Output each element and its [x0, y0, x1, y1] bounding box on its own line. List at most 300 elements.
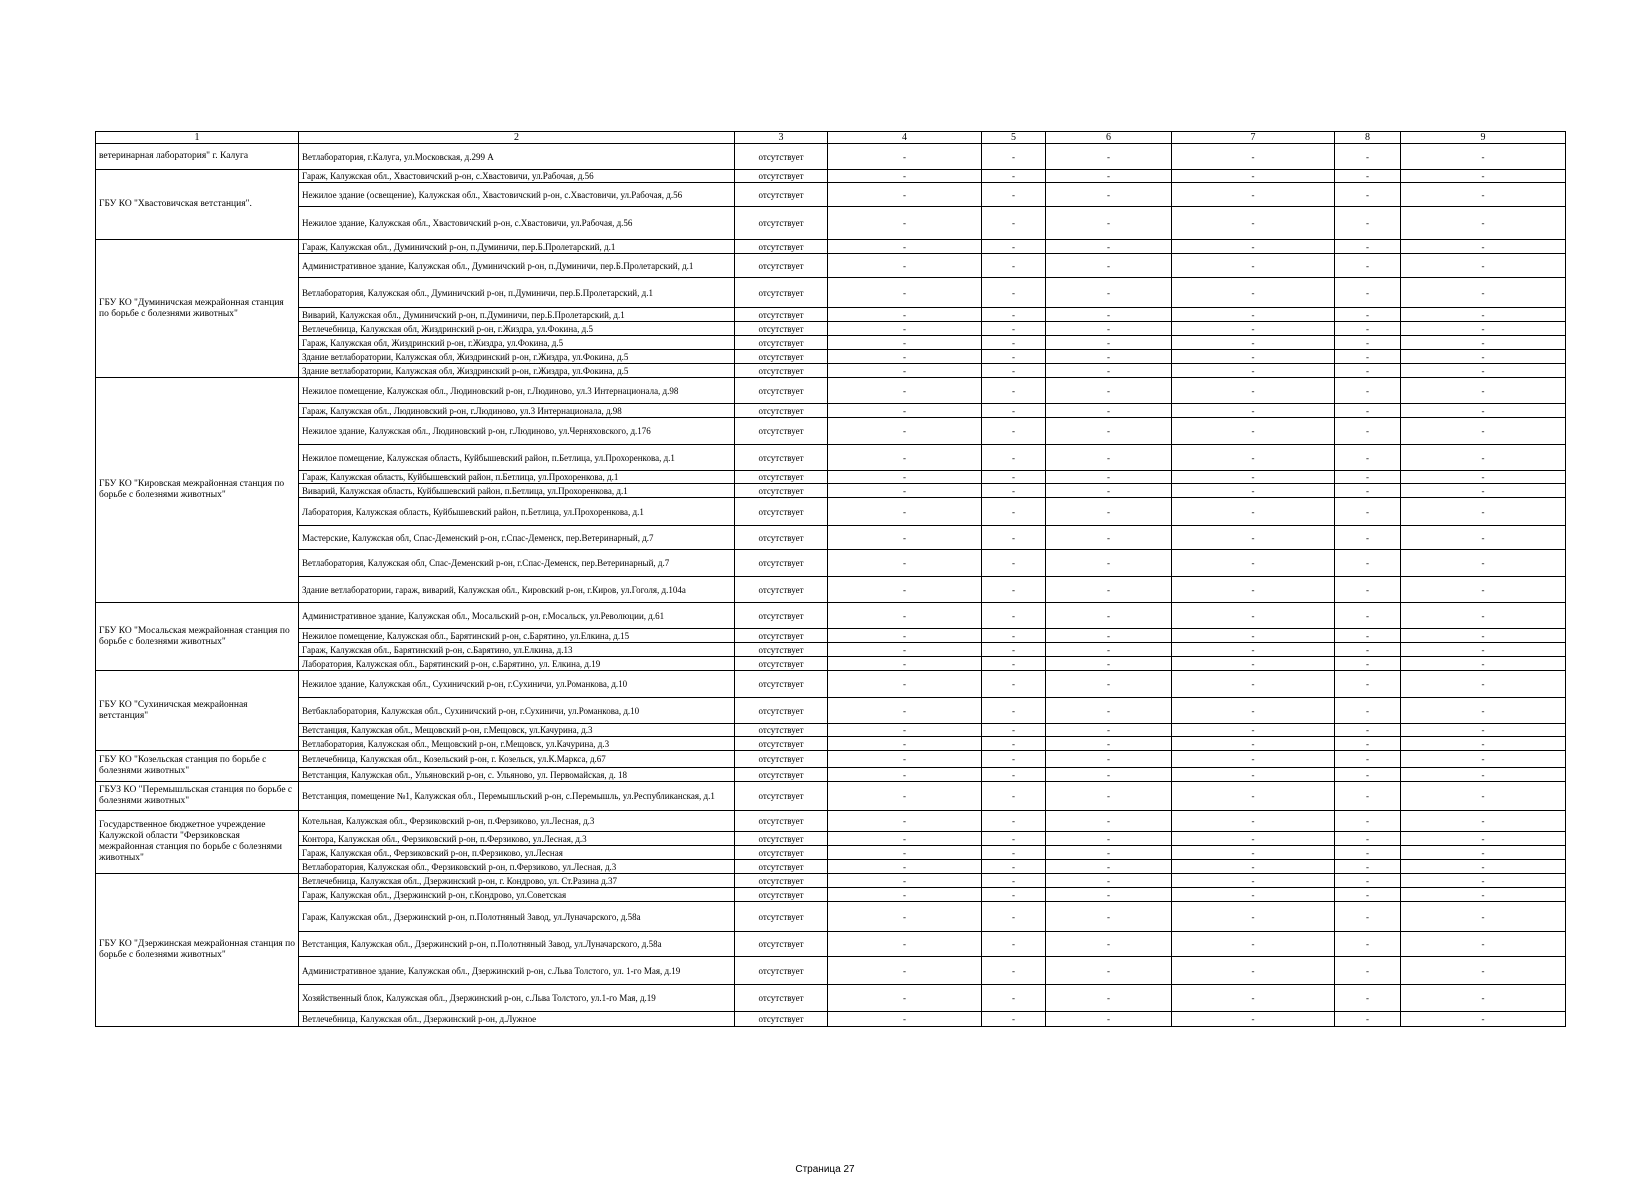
dash-cell: - [1335, 308, 1401, 322]
dash-cell: - [1046, 603, 1172, 629]
status-cell: отсутствует [735, 526, 828, 550]
object-cell: Котельная, Калужская обл., Ферзиковский р-он, п.Ферзиково, ул.Лесная, д.3 [299, 811, 735, 832]
organization-cell: ГБУ КО "Дзержинская межрайонная станция по борьбе с болезнями животных" [96, 874, 299, 1027]
dash-cell: - [1046, 782, 1172, 811]
object-cell: Нежилое помещение, Калужская область, Куйбышевский район, п.Бетлица, ул.Прохоренкова, д.1 [299, 445, 735, 471]
status-cell: отсутствует [735, 207, 828, 240]
table-row [96, 811, 1566, 832]
dash-cell: - [828, 378, 982, 404]
dash-cell: - [1172, 768, 1335, 782]
object-cell: Ветлаборатория, Калужская обл., Мещовский р-он, г.Мещовск, ул.Качурина, д.3 [299, 737, 735, 751]
status-cell: отсутствует [735, 724, 828, 737]
dash-cell: - [1046, 240, 1172, 254]
status-cell: отсутствует [735, 629, 828, 643]
dash-cell: - [982, 874, 1046, 888]
dash-cell: - [828, 278, 982, 308]
dash-cell: - [1335, 1012, 1401, 1027]
dash-cell: - [982, 378, 1046, 404]
dash-cell: - [1046, 445, 1172, 471]
dash-cell: - [1401, 577, 1566, 603]
dash-cell: - [1046, 737, 1172, 751]
dash-cell: - [828, 254, 982, 278]
dash-cell: - [1335, 207, 1401, 240]
dash-cell: - [1046, 336, 1172, 350]
object-cell: Гараж, Калужская обл., Хвастовичский р-он, с.Хвастовичи, ул.Рабочая, д.56 [299, 170, 735, 183]
dash-cell: - [1172, 254, 1335, 278]
status-cell: отсутствует [735, 144, 828, 170]
dash-cell: - [1172, 874, 1335, 888]
table-row [96, 378, 1566, 404]
dash-cell: - [1401, 170, 1566, 183]
dash-cell: - [828, 832, 982, 846]
status-cell: отсутствует [735, 418, 828, 445]
dash-cell: - [982, 498, 1046, 526]
dash-cell: - [1401, 985, 1566, 1012]
dash-cell: - [1335, 874, 1401, 888]
table-row [96, 418, 1566, 445]
dash-cell: - [1172, 860, 1335, 874]
dash-cell: - [828, 737, 982, 751]
status-cell: отсутствует [735, 860, 828, 874]
dash-cell: - [1046, 888, 1172, 902]
organization-cell: ГБУЗ КО "Перемышльская станция по борьбе с болезнями животных" [96, 782, 299, 811]
column-header: 1 [96, 132, 299, 144]
dash-cell: - [828, 336, 982, 350]
status-cell: отсутствует [735, 698, 828, 724]
dash-cell: - [1046, 811, 1172, 832]
dash-cell: - [1335, 577, 1401, 603]
dash-cell: - [1335, 278, 1401, 308]
dash-cell: - [1046, 418, 1172, 445]
dash-cell: - [1401, 418, 1566, 445]
dash-cell: - [1401, 768, 1566, 782]
dash-cell: - [1401, 498, 1566, 526]
dash-cell: - [1046, 550, 1172, 577]
dash-cell: - [1172, 484, 1335, 498]
column-header: 9 [1401, 132, 1566, 144]
dash-cell: - [1172, 207, 1335, 240]
object-cell: Нежилое здание, Калужская обл., Людиновский р-он, г.Людиново, ул.Черняховского, д.176 [299, 418, 735, 445]
organization-cell: ветеринарная лаборатория" г. Калуга [96, 144, 299, 170]
dash-cell: - [982, 445, 1046, 471]
dash-cell: - [828, 577, 982, 603]
dash-cell: - [828, 902, 982, 932]
dash-cell: - [1172, 751, 1335, 768]
dash-cell: - [1401, 240, 1566, 254]
table-row [96, 322, 1566, 336]
dash-cell: - [1401, 364, 1566, 378]
dash-cell: - [828, 498, 982, 526]
organization-cell: ГБУ КО "Кировская межрайонная станция по борьбе с болезнями животных" [96, 378, 299, 603]
dash-cell: - [828, 603, 982, 629]
status-cell: отсутствует [735, 484, 828, 498]
object-cell: Виварий, Калужская область, Куйбышевский район, п.Бетлица, ул.Прохоренкова, д.1 [299, 484, 735, 498]
dash-cell: - [1172, 657, 1335, 671]
dash-cell: - [828, 782, 982, 811]
dash-cell: - [982, 471, 1046, 484]
dash-cell: - [982, 888, 1046, 902]
object-cell: Административное здание, Калужская обл., Думиничский р-он, п.Думиничи, пер.Б.Пролетарский, д.1 [299, 254, 735, 278]
object-cell: Гараж, Калужская область, Куйбышевский район, п.Бетлица, ул.Прохоренкова, д.1 [299, 471, 735, 484]
organization-cell: ГБУ КО "Мосальская межрайонная станция по борьбе с болезнями животных" [96, 603, 299, 671]
table-row [96, 404, 1566, 418]
data-table [95, 131, 1566, 1027]
dash-cell: - [1335, 526, 1401, 550]
organization-cell: Государственное бюджетное учреждение Калужской области "Ферзиковская межрайонная станция по борьбе с болезнями животных" [96, 811, 299, 874]
dash-cell: - [982, 985, 1046, 1012]
dash-cell: - [1172, 240, 1335, 254]
dash-cell: - [828, 350, 982, 364]
object-cell: Лаборатория, Калужская обл., Барятинский р-он, с.Барятино, ул. Елкина, д.19 [299, 657, 735, 671]
table-row [96, 484, 1566, 498]
table-row [96, 902, 1566, 932]
table-row [96, 603, 1566, 629]
dash-cell: - [982, 183, 1046, 207]
status-cell: отсутствует [735, 183, 828, 207]
dash-cell: - [1172, 322, 1335, 336]
dash-cell: - [1046, 308, 1172, 322]
dash-cell: - [828, 629, 982, 643]
dash-cell: - [1335, 498, 1401, 526]
column-header: 7 [1172, 132, 1335, 144]
dash-cell: - [828, 526, 982, 550]
dash-cell: - [1401, 811, 1566, 832]
dash-cell: - [1172, 985, 1335, 1012]
dash-cell: - [1401, 724, 1566, 737]
dash-cell: - [1335, 484, 1401, 498]
dash-cell: - [1046, 364, 1172, 378]
status-cell: отсутствует [735, 985, 828, 1012]
object-cell: Административное здание, Калужская обл., Дзержинский р-он, с.Льва Толстого, ул. 1-го Мая, д.19 [299, 957, 735, 985]
status-cell: отсутствует [735, 846, 828, 860]
status-cell: отсутствует [735, 550, 828, 577]
object-cell: Лаборатория, Калужская область, Куйбышевский район, п.Бетлица, ул.Прохоренкова, д.1 [299, 498, 735, 526]
dash-cell: - [1046, 643, 1172, 657]
dash-cell: - [1046, 498, 1172, 526]
dash-cell: - [1401, 846, 1566, 860]
dash-cell: - [1401, 254, 1566, 278]
status-cell: отсутствует [735, 498, 828, 526]
object-cell: Гараж, Калужская обл., Ферзиковский р-он, п.Ферзиково, ул.Лесная [299, 846, 735, 860]
dash-cell: - [1401, 751, 1566, 768]
dash-cell: - [1401, 902, 1566, 932]
dash-cell: - [982, 170, 1046, 183]
dash-cell: - [1335, 671, 1401, 698]
status-cell: отсутствует [735, 888, 828, 902]
table-body [96, 144, 1566, 1027]
dash-cell: - [1335, 254, 1401, 278]
dash-cell: - [828, 724, 982, 737]
status-cell: отсутствует [735, 751, 828, 768]
dash-cell: - [1172, 888, 1335, 902]
column-header: 6 [1046, 132, 1172, 144]
dash-cell: - [1401, 308, 1566, 322]
dash-cell: - [1401, 737, 1566, 751]
dash-cell: - [1401, 832, 1566, 846]
dash-cell: - [1335, 832, 1401, 846]
table-row [96, 308, 1566, 322]
dash-cell: - [1401, 484, 1566, 498]
dash-cell: - [1401, 643, 1566, 657]
object-cell: Ветлечебница, Калужская обл., Дзержинский р-он, д.Лужное [299, 1012, 735, 1027]
dash-cell: - [1401, 874, 1566, 888]
column-header: 4 [828, 132, 982, 144]
dash-cell: - [1335, 404, 1401, 418]
dash-cell: - [1172, 782, 1335, 811]
status-cell: отсутствует [735, 737, 828, 751]
dash-cell: - [1335, 698, 1401, 724]
status-cell: отсутствует [735, 364, 828, 378]
dash-cell: - [1046, 832, 1172, 846]
dash-cell: - [982, 1012, 1046, 1027]
dash-cell: - [1046, 874, 1172, 888]
dash-cell: - [982, 404, 1046, 418]
object-cell: Нежилое помещение, Калужская обл., Людиновский р-он, г.Людиново, ул.3 Интернационала, д.98 [299, 378, 735, 404]
dash-cell: - [1401, 404, 1566, 418]
dash-cell: - [1335, 724, 1401, 737]
status-cell: отсутствует [735, 336, 828, 350]
dash-cell: - [982, 484, 1046, 498]
dash-cell: - [1046, 902, 1172, 932]
dash-cell: - [1172, 737, 1335, 751]
table-row [96, 846, 1566, 860]
object-cell: Нежилое здание, Калужская обл., Хвастовичский р-он, с.Хвастовичи, ул.Рабочая, д.56 [299, 207, 735, 240]
dash-cell: - [982, 860, 1046, 874]
status-cell: отсутствует [735, 350, 828, 364]
object-cell: Ветлаборатория, Калужская обл., Ферзиковский р-он, п.Ферзиково, ул.Лесная, д.3 [299, 860, 735, 874]
object-cell: Ветлечебница, Калужская обл, Жиздринский р-он, г.Жиздра, ул.Фокина, д.5 [299, 322, 735, 336]
dash-cell: - [982, 207, 1046, 240]
table-header-row [96, 132, 1566, 144]
table-row [96, 724, 1566, 737]
dash-cell: - [1401, 322, 1566, 336]
table-row [96, 985, 1566, 1012]
table-row [96, 240, 1566, 254]
dash-cell: - [1401, 603, 1566, 629]
dash-cell: - [1046, 322, 1172, 336]
dash-cell: - [982, 657, 1046, 671]
dash-cell: - [1401, 629, 1566, 643]
table-row [96, 643, 1566, 657]
dash-cell: - [1401, 378, 1566, 404]
dash-cell: - [1335, 860, 1401, 874]
dash-cell: - [828, 550, 982, 577]
dash-cell: - [1172, 183, 1335, 207]
table-row [96, 336, 1566, 350]
dash-cell: - [1401, 445, 1566, 471]
dash-cell: - [828, 1012, 982, 1027]
dash-cell: - [1335, 350, 1401, 364]
dash-cell: - [828, 671, 982, 698]
table-row [96, 768, 1566, 782]
dash-cell: - [1401, 336, 1566, 350]
dash-cell: - [1046, 526, 1172, 550]
dash-cell: - [1046, 170, 1172, 183]
dash-cell: - [1401, 671, 1566, 698]
object-cell: Ветстанция, помещение №1, Калужская обл., Перемышльский р-он, с.Перемышль, ул.Республиканская, д.1 [299, 782, 735, 811]
organization-cell: ГБУ КО "Козельская станция по борьбе с болезнями животных" [96, 751, 299, 782]
dash-cell: - [982, 902, 1046, 932]
dash-cell: - [828, 144, 982, 170]
dash-cell: - [1401, 278, 1566, 308]
dash-cell: - [1172, 378, 1335, 404]
table-row [96, 144, 1566, 170]
dash-cell: - [1335, 336, 1401, 350]
dash-cell: - [1046, 484, 1172, 498]
status-cell: отсутствует [735, 254, 828, 278]
object-cell: Ветстанция, Калужская обл., Дзержинский р-он, п.Полотняный Завод, ул.Луначарского, д.58а [299, 932, 735, 957]
status-cell: отсутствует [735, 603, 828, 629]
dash-cell: - [982, 751, 1046, 768]
dash-cell: - [828, 308, 982, 322]
dash-cell: - [1172, 170, 1335, 183]
status-cell: отсутствует [735, 1012, 828, 1027]
dash-cell: - [828, 404, 982, 418]
dash-cell: - [1172, 526, 1335, 550]
table-row [96, 526, 1566, 550]
status-cell: отсутствует [735, 874, 828, 888]
dash-cell: - [1046, 657, 1172, 671]
dash-cell: - [828, 322, 982, 336]
dash-cell: - [1401, 860, 1566, 874]
table-row [96, 957, 1566, 985]
status-cell: отсутствует [735, 378, 828, 404]
dash-cell: - [828, 418, 982, 445]
table-row [96, 207, 1566, 240]
table-row [96, 832, 1566, 846]
object-cell: Ветстанция, Калужская обл., Ульяновский р-он, с. Ульяново, ул. Первомайская, д. 18 [299, 768, 735, 782]
object-cell: Здание ветлаборатории, Калужская обл, Жиздринский р-он, г.Жиздра, ул.Фокина, д.5 [299, 364, 735, 378]
dash-cell: - [1046, 751, 1172, 768]
status-cell: отсутствует [735, 768, 828, 782]
dash-cell: - [828, 471, 982, 484]
dash-cell: - [1172, 846, 1335, 860]
dash-cell: - [828, 240, 982, 254]
dash-cell: - [1172, 471, 1335, 484]
table-row [96, 629, 1566, 643]
dash-cell: - [1401, 932, 1566, 957]
status-cell: отсутствует [735, 577, 828, 603]
dash-cell: - [1046, 183, 1172, 207]
status-cell: отсутствует [735, 170, 828, 183]
table-row [96, 782, 1566, 811]
object-cell: Здание ветлаборатории, Калужская обл, Жиздринский р-он, г.Жиздра, ул.Фокина, д.5 [299, 350, 735, 364]
dash-cell: - [982, 144, 1046, 170]
status-cell: отсутствует [735, 782, 828, 811]
object-cell: Мастерские, Калужская обл, Спас-Деменский р-он, г.Спас-Деменск, пер.Ветеринарный, д.7 [299, 526, 735, 550]
dash-cell: - [1401, 957, 1566, 985]
dash-cell: - [1046, 671, 1172, 698]
dash-cell: - [1401, 888, 1566, 902]
dash-cell: - [1401, 144, 1566, 170]
dash-cell: - [1172, 811, 1335, 832]
object-cell: Гараж, Калужская обл., Людиновский р-он, г.Людиново, ул.3 Интернационала, д.98 [299, 404, 735, 418]
dash-cell: - [1335, 737, 1401, 751]
dash-cell: - [1335, 751, 1401, 768]
dash-cell: - [1335, 170, 1401, 183]
dash-cell: - [1172, 832, 1335, 846]
dash-cell: - [982, 811, 1046, 832]
dash-cell: - [1335, 418, 1401, 445]
dash-cell: - [1335, 550, 1401, 577]
dash-cell: - [1401, 207, 1566, 240]
dash-cell: - [828, 846, 982, 860]
dash-cell: - [1172, 902, 1335, 932]
dash-cell: - [1335, 144, 1401, 170]
table-row [96, 737, 1566, 751]
dash-cell: - [982, 724, 1046, 737]
object-cell: Хозяйственный блок, Калужская обл., Дзержинский р-он, с.Льва Толстого, ул.1-го Мая, д.19 [299, 985, 735, 1012]
dash-cell: - [1172, 698, 1335, 724]
dash-cell: - [1172, 643, 1335, 657]
dash-cell: - [1335, 240, 1401, 254]
column-header: 2 [299, 132, 735, 144]
status-cell: отсутствует [735, 832, 828, 846]
dash-cell: - [1401, 183, 1566, 207]
status-cell: отсутствует [735, 902, 828, 932]
dash-cell: - [982, 603, 1046, 629]
table-row [96, 577, 1566, 603]
dash-cell: - [982, 832, 1046, 846]
page-number: Страница 27 [795, 1164, 855, 1175]
dash-cell: - [1172, 418, 1335, 445]
dash-cell: - [828, 768, 982, 782]
dash-cell: - [1335, 888, 1401, 902]
dash-cell: - [982, 418, 1046, 445]
dash-cell: - [828, 657, 982, 671]
dash-cell: - [982, 350, 1046, 364]
dash-cell: - [828, 860, 982, 874]
status-cell: отсутствует [735, 957, 828, 985]
dash-cell: - [828, 698, 982, 724]
table-row [96, 170, 1566, 183]
table-row [96, 874, 1566, 888]
object-cell: Административное здание, Калужская обл., Мосальский р-он, г.Мосальск, ул.Революции, д.61 [299, 603, 735, 629]
object-cell: Ветлаборатория, Калужская обл, Спас-Деменский р-он, г.Спас-Деменск, пер.Ветеринарный, д.7 [299, 550, 735, 577]
dash-cell: - [1172, 308, 1335, 322]
dash-cell: - [1046, 378, 1172, 404]
dash-cell: - [982, 278, 1046, 308]
dash-cell: - [1401, 698, 1566, 724]
dash-cell: - [1335, 657, 1401, 671]
object-cell: Гараж, Калужская обл, Жиздринский р-он, г.Жиздра, ул.Фокина, д.5 [299, 336, 735, 350]
dash-cell: - [1335, 603, 1401, 629]
status-cell: отсутствует [735, 932, 828, 957]
dash-cell: - [1401, 550, 1566, 577]
dash-cell: - [982, 308, 1046, 322]
dash-cell: - [1046, 207, 1172, 240]
dash-cell: - [1172, 603, 1335, 629]
dash-cell: - [1046, 724, 1172, 737]
object-cell: Нежилое помещение, Калужская обл., Барятинский р-он, с.Барятино, ул.Елкина, д.15 [299, 629, 735, 643]
dash-cell: - [1335, 364, 1401, 378]
dash-cell: - [982, 932, 1046, 957]
object-cell: Контора, Калужская обл., Ферзиковский р-он, п.Ферзиково, ул.Лесная, д.3 [299, 832, 735, 846]
status-cell: отсутствует [735, 643, 828, 657]
dash-cell: - [1335, 957, 1401, 985]
dash-cell: - [1172, 550, 1335, 577]
dash-cell: - [1335, 471, 1401, 484]
dash-cell: - [1046, 957, 1172, 985]
object-cell: Ветлечебница, Калужская обл., Козельский р-он, г. Козельск, ул.К.Маркса, д.67 [299, 751, 735, 768]
dash-cell: - [1401, 526, 1566, 550]
status-cell: отсутствует [735, 404, 828, 418]
dash-cell: - [1335, 183, 1401, 207]
table-row [96, 751, 1566, 768]
dash-cell: - [828, 207, 982, 240]
dash-cell: - [1046, 846, 1172, 860]
status-cell: отсутствует [735, 811, 828, 832]
